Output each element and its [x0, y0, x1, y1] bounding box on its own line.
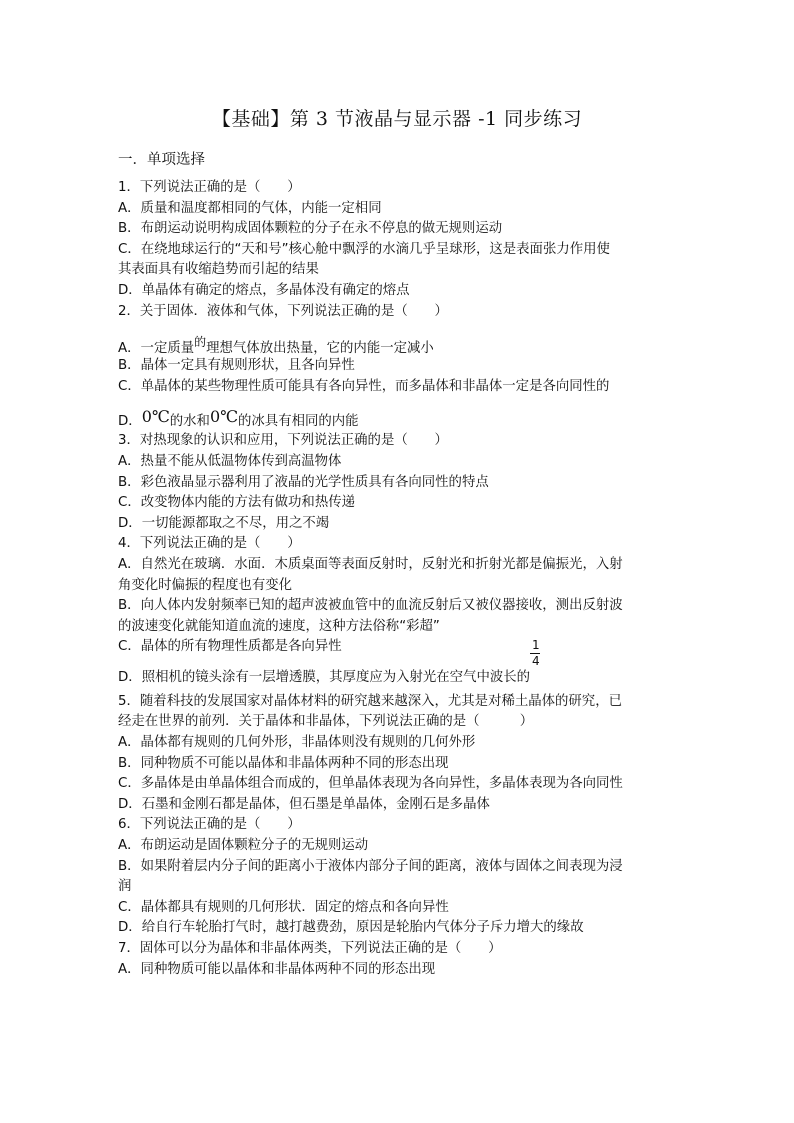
question-3-stem: 3．对热现象的认识和应用，下列说法正确的是（ ）	[118, 433, 448, 449]
question-5-stem-line2: 经走在世界的前列．关于晶体和非晶体，下列说法正确的是（ ）	[118, 714, 534, 730]
fraction-denominator: 4	[532, 653, 540, 668]
question-3-option-b: B．彩色液晶显示器利用了液晶的光学性质具有各向同性的特点	[118, 474, 489, 490]
question-3-option-c: C．改变物体内能的方法有做功和热传递	[118, 495, 355, 511]
temperature-0c-2: 0℃	[209, 407, 239, 427]
question-5-stem-line1: 5．随着科技的发展国家对晶体材料的研究越来越深入，尤其是对稀土晶体的研究，已	[118, 693, 622, 709]
question-4-option-a-line2: 角变化时偏振的程度也有变化	[118, 577, 293, 593]
question-4-option-c: C．晶体的所有物理性质都是各向异性	[118, 639, 342, 655]
question-2-option-a-post: 理想气体放出热量，它的内能一定减小	[206, 341, 434, 357]
question-2-option-d	[118, 397, 680, 431]
question-6-option-a: A．布朗运动是固体颗粒分子的无规则运动	[118, 838, 369, 854]
question-2-option-a	[118, 322, 680, 356]
question-3-option-a: A．热量不能从低温物体传到高温物体	[118, 453, 342, 469]
question-2-option-a-pre: A．一定质量	[118, 341, 195, 357]
question-6-option-c: C．晶体都具有规则的几何形状．固定的熔点和各向异性	[118, 899, 449, 915]
question-2-option-a-sup: 的	[194, 335, 207, 350]
question-2-option-d-post: 的冰具有相同的内能	[238, 414, 359, 430]
question-1-option-a: A．质量和温度都相同的气体，内能一定相同	[118, 200, 382, 216]
question-1-option-d: D．单晶体有确定的熔点，多晶体没有确定的熔点	[118, 282, 410, 298]
question-1-option-c-line1: C．在绕地球运行的“天和号”核心舱中飘浮的水滴几乎呈球形，这是表面张力作用使	[118, 241, 610, 257]
question-5-option-a: A．晶体都有规则的几何外形，非晶体则没有规则的几何外形	[118, 735, 476, 751]
question-6-option-b-line1: B．如果附着层内分子间的距离小于液体内部分子间的距离，液体与固体之间表现为浸	[118, 858, 623, 874]
question-4-stem: 4．下列说法正确的是（ ）	[118, 536, 301, 552]
question-3-option-d: D．一切能源都取之不尽，用之不竭	[118, 515, 330, 531]
question-1-option-b: B．布朗运动说明构成固体颗粒的分子在永不停息的做无规则运动	[118, 221, 503, 237]
question-6-option-b-line2: 润	[118, 879, 132, 895]
fraction-numerator: 1	[532, 637, 540, 652]
question-6-stem: 6．下列说法正确的是（ ）	[118, 817, 301, 833]
question-2-option-b: B．晶体一定具有规则形状，且各向异性	[118, 358, 355, 374]
question-4-option-b-line2: 的波速变化就能知道血流的速度，这种方法俗称“彩超”	[118, 618, 440, 634]
question-2-option-d-mid: 的水和	[169, 414, 210, 430]
question-2-option-d-pre: D．	[118, 414, 142, 430]
temperature-0c-1: 0℃	[141, 407, 170, 427]
question-2-stem: 2．关于固体．液体和气体，下列说法正确的是（ ）	[118, 303, 448, 319]
fraction-one-quarter	[530, 637, 542, 681]
question-5-option-d: D．石墨和金刚石都是晶体，但石墨是单晶体，金刚石是多晶体	[118, 796, 490, 812]
question-body	[118, 178, 680, 980]
question-5-option-c: C．多晶体是由单晶体组合而成的，但单晶体表现为各向异性，多晶体表现为各向同性	[118, 776, 623, 792]
question-1-option-c-line2: 其表面具有收缩趋势而引起的结果	[118, 262, 319, 278]
question-7-option-a: A．同种物质可能以晶体和非晶体两种不同的形态出现	[118, 961, 436, 977]
question-5-option-b: B．同种物质不可能以晶体和非晶体两种不同的形态出现	[118, 755, 449, 771]
question-4-option-a-line1: A．自然光在玻璃．水面．木质桌面等表面反射时，反射光和折射光都是偏振光，入射	[118, 556, 623, 572]
question-4-option-d-text: D．照相机的镜头涂有一层增透膜，其厚度应为入射光在空气中波长的	[118, 669, 531, 685]
question-7-stem: 7．固体可以分为晶体和非晶体两类，下列说法正确的是（ ）	[118, 941, 502, 956]
question-4-option-b-line1: B．向人体内发射频率已知的超声波被血管中的血流反射后又被仪器接收，测出反射波	[118, 598, 623, 614]
section-heading: 一．单项选择	[118, 152, 205, 168]
page-title: 【基础】第 3 节液晶与显示器 -1 同步练习	[211, 108, 583, 130]
question-6-option-d: D．给自行车轮胎打气时，越打越费劲，原因是轮胎内气体分子斥力增大的缘故	[118, 920, 584, 936]
question-2-option-c: C．单晶体的某些物理性质可能具有各向异性，而多晶体和非晶体一定是各向同性的	[118, 378, 610, 394]
question-1-stem: 1．下列说法正确的是（ ）	[118, 180, 301, 195]
